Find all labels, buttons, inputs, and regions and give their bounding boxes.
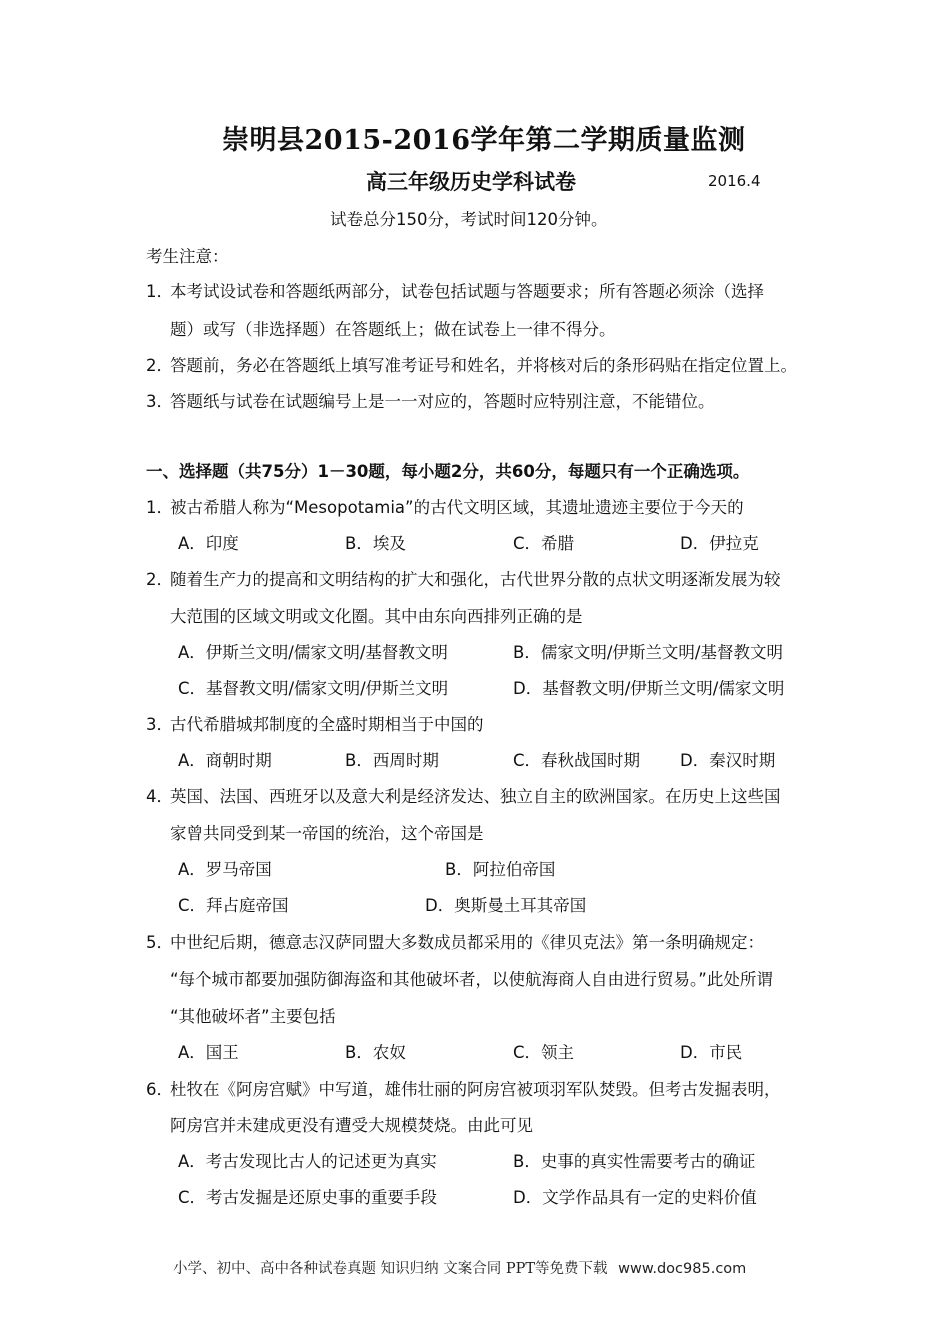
notice-item-1-line1: 本考试设试卷和答题纸两部分，试卷包括试题与答题要求；所有答题必须涂（选择 xyxy=(170,282,764,301)
question-4-option-a: A．罗马帝国 xyxy=(178,860,272,879)
question-6-option-c: C．考古发掘是还原史事的重要手段 xyxy=(178,1188,438,1207)
exam-title: 崇明县2015-2016学年第二学期质量监测 xyxy=(222,125,746,156)
question-1-option-c: C．希腊 xyxy=(513,534,575,553)
notice-item-2-line1: 答题前，务必在答题纸上填写准考证号和姓名，并将核对后的条形码贴在指定位置上。 xyxy=(170,356,797,375)
question-6-option-b: B．史事的真实性需要考古的确证 xyxy=(513,1152,756,1171)
question-2-option-a: A．伊斯兰文明/儒家文明/基督教文明 xyxy=(178,643,448,662)
notice-heading: 考生注意： xyxy=(146,247,229,266)
question-6-num: 6． xyxy=(146,1080,173,1099)
question-3-option-b: B．西周时期 xyxy=(345,751,439,770)
question-5-option-b: B．农奴 xyxy=(345,1043,406,1062)
question-2-num: 2． xyxy=(146,570,173,589)
question-2-stem-line1: 随着生产力的提高和文明结构的扩大和强化，古代世界分散的点状文明逐渐发展为较 xyxy=(170,570,781,589)
question-6-stem-line1: 杜牧在《阿房宫赋》中写道，雄伟壮丽的阿房宫被项羽军队焚毁。但考古发掘表明， xyxy=(170,1080,781,1099)
question-4-stem-line1: 英国、法国、西班牙以及意大利是经济发达、独立自主的欧洲国家。在历史上这些国 xyxy=(170,787,781,806)
question-2-option-b: B．儒家文明/伊斯兰文明/基督教文明 xyxy=(513,643,783,662)
notice-item-2-num: 2． xyxy=(146,356,173,375)
question-2-option-c: C．基督教文明/儒家文明/伊斯兰文明 xyxy=(178,679,449,698)
footer-text: 小学、初中、高中各种试卷真题 知识归纳 文案合同 PPT等免费下载 xyxy=(173,1261,608,1277)
question-3-option-a: A．商朝时期 xyxy=(178,751,272,770)
question-5-option-c: C．领主 xyxy=(513,1043,575,1062)
question-5-option-d: D．市民 xyxy=(680,1043,743,1062)
section-heading: 一、选择题（共75分）1－30题，每小题2分，共60分，每题只有一个正确选项。 xyxy=(146,462,750,481)
question-6-stem-line2: 阿房宫并未建成更没有遭受大规模焚烧。由此可见 xyxy=(170,1116,533,1135)
question-4-option-b: B．阿拉伯帝国 xyxy=(445,860,556,879)
exam-subtitle: 高三年级历史学科试卷 xyxy=(366,169,576,194)
question-4-option-d: D．奥斯曼土耳其帝国 xyxy=(425,896,587,915)
question-3-option-c: C．春秋战国时期 xyxy=(513,751,641,770)
notice-item-1-line2: 题）或写（非选择题）在答题纸上；做在试卷上一律不得分。 xyxy=(170,320,616,339)
question-3-option-d: D．秦汉时期 xyxy=(680,751,776,770)
question-6-option-a: A．考古发现比古人的记述更为真实 xyxy=(178,1152,437,1171)
question-3-stem: 古代希腊城邦制度的全盛时期相当于中国的 xyxy=(170,715,484,734)
question-5-num: 5． xyxy=(146,933,173,952)
question-1-stem: 被古希腊人称为“Mesopotamia”的古代文明区域，其遗址遗迹主要位于今天的 xyxy=(170,498,744,517)
question-4-stem-line2: 家曾共同受到某一帝国的统治，这个帝国是 xyxy=(170,824,484,843)
exam-summary: 试卷总分150分，考试时间120分钟。 xyxy=(330,210,608,229)
question-1-option-a: A．印度 xyxy=(178,534,239,553)
footer-url[interactable]: www.doc985.com xyxy=(618,1261,747,1277)
question-1-num: 1． xyxy=(146,498,173,517)
notice-item-3-line1: 答题纸与试卷在试题编号上是一一对应的，答题时应特别注意，不能错位。 xyxy=(170,392,715,411)
question-5-stem-line1: 中世纪后期，德意志汉萨同盟大多数成员都采用的《律贝克法》第一条明确规定： xyxy=(170,933,764,952)
question-5-option-a: A．国王 xyxy=(178,1043,239,1062)
notice-item-1-num: 1． xyxy=(146,282,173,301)
question-1-option-d: D．伊拉克 xyxy=(680,534,759,553)
question-4-option-c: C．拜占庭帝国 xyxy=(178,896,289,915)
question-2-stem-line2: 大范围的区域文明或文化圈。其中由东向西排列正确的是 xyxy=(170,607,583,626)
notice-item-3-num: 3． xyxy=(146,392,173,411)
exam-date: 2016.4 xyxy=(708,172,761,190)
page-footer xyxy=(173,1257,746,1278)
question-5-stem-line2: “每个城市都要加强防御海盗和其他破坏者，以使航海商人自由进行贸易。”此处所谓 xyxy=(170,970,773,989)
question-6-option-d: D．文学作品具有一定的史料价值 xyxy=(513,1188,757,1207)
question-3-num: 3． xyxy=(146,715,173,734)
question-1-option-b: B．埃及 xyxy=(345,534,406,553)
question-4-num: 4． xyxy=(146,787,173,806)
question-5-stem-line3: “其他破坏者”主要包括 xyxy=(170,1007,336,1026)
question-2-option-d: D．基督教文明/伊斯兰文明/儒家文明 xyxy=(513,679,785,698)
